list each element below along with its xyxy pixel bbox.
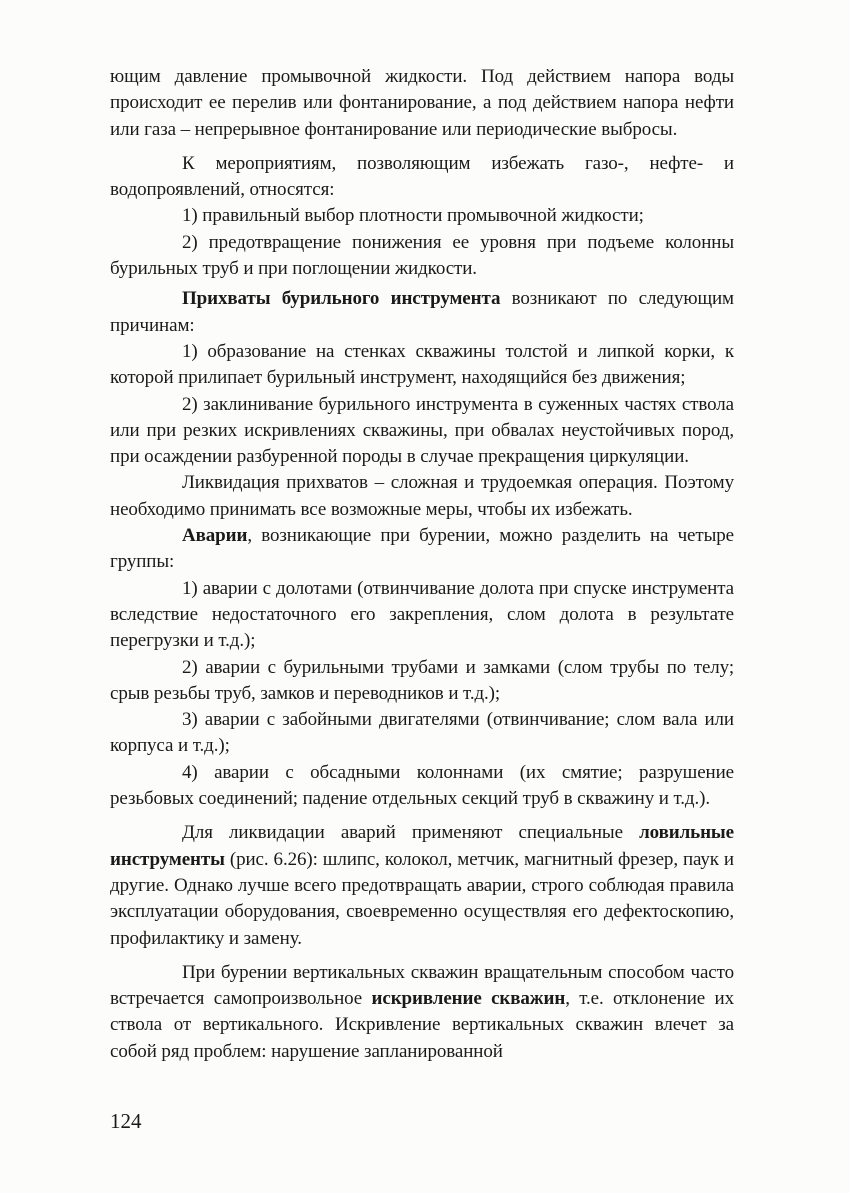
paragraph-text: Ликвидация прихватов – сложная и трудоемкая операция. Поэтому необходимо принимать все возможные меры, чтобы их избежать. <box>110 472 734 520</box>
term-bold: Прихваты бурильного инструмента <box>182 288 501 310</box>
paragraph <box>110 523 734 576</box>
list-item <box>110 392 734 471</box>
list-item-text: 3) аварии с забойными двигателями (отвинчивание; слом вала или корпуса и т.д.); <box>110 709 734 757</box>
paragraph-text: ющим давление промывочной жидкости. Под действием напора воды происходит ее перелив или фонтанирование, а под действием напора нефти или газа – непрерывное фонтанирование или периодические выбросы. <box>110 66 734 140</box>
list-item <box>110 760 734 813</box>
list-item-text: 1) образование на стенках скважины толстой и липкой корки, к которой прилипает бурильный инструмент, находящийся без движения; <box>110 340 734 389</box>
list-item-text: 2) заклинивание бурильного инструмента в суженных частях ствола или при резких искривлениях скважины, при обвалах неустойчивых пород, при осаждении разбуренной породы в случае прекращения циркуляции. <box>110 393 734 468</box>
list-item-text: 2) аварии с бурильными трубами и замками (слом трубы по телу; срыв резьбы труб, замков и переводников и т.д.); <box>110 656 734 704</box>
list-item <box>110 655 734 708</box>
list-item-text: 1) аварии с долотами (отвинчивание долота при спуске инструмента вследствие недостаточного его закрепления, слом долота в результате перегрузки и т.д.); <box>110 577 734 652</box>
paragraph-text: (рис. 6.26): шлипс, колокол, метчик, магнитный фрезер, паук и другие. Однако лучше всего предотвращать аварии, строго соблюдая правила эксплуатации оборудования, своевременно осуществляя его дефектоскопию, профилактику и замену. <box>110 848 734 949</box>
list-item <box>110 576 734 655</box>
paragraph <box>110 151 734 204</box>
paragraph <box>110 64 734 143</box>
paragraph-text: При бурении вертикальных скважин вращательным способом часто встречается самопроизвольное <box>110 961 734 1010</box>
paragraph-text: Для ликвидации аварий применяют специальные <box>182 822 640 844</box>
term-bold: Аварии <box>182 525 248 547</box>
list-item-text: 4) аварии с обсадными колоннами (их смятие; разрушение резьбовых соединений; падение отдельных секций труб в скважину и т.д.). <box>110 761 734 810</box>
paragraph <box>110 960 734 1065</box>
list-item-text: 1) правильный выбор плотности промывочной жидкости; <box>182 205 644 227</box>
paragraph <box>110 820 734 951</box>
paragraph-text: , возникающие при бурении, можно разделить на четыре группы: <box>110 525 734 573</box>
paragraph-text: возникают по следующим причинам: <box>110 288 734 336</box>
paragraph <box>110 286 734 339</box>
list-item-text: 2) предотвращение понижения ее уровня при подъеме колонны бурильных труб и при поглощении жидкости. <box>110 231 734 280</box>
paragraph <box>110 470 734 523</box>
page-number: 124 <box>110 1109 142 1133</box>
paragraph-text: , т.е. отклонение их ствола от вертикального. Искривление вертикальных скважин влечет за собой ряд проблем: нарушение запланированной <box>110 988 734 1062</box>
term-bold: ловильные инструменты <box>110 822 734 870</box>
paragraph-text: К мероприятиям, позволяющим избежать газо-, нефте- и водопроявлений, относятся: <box>110 152 734 201</box>
list-item <box>110 203 734 229</box>
list-item <box>110 230 734 283</box>
term-bold: искривление скважин <box>371 988 566 1010</box>
body-text <box>110 64 734 1065</box>
list-item <box>110 339 734 392</box>
list-item <box>110 707 734 760</box>
